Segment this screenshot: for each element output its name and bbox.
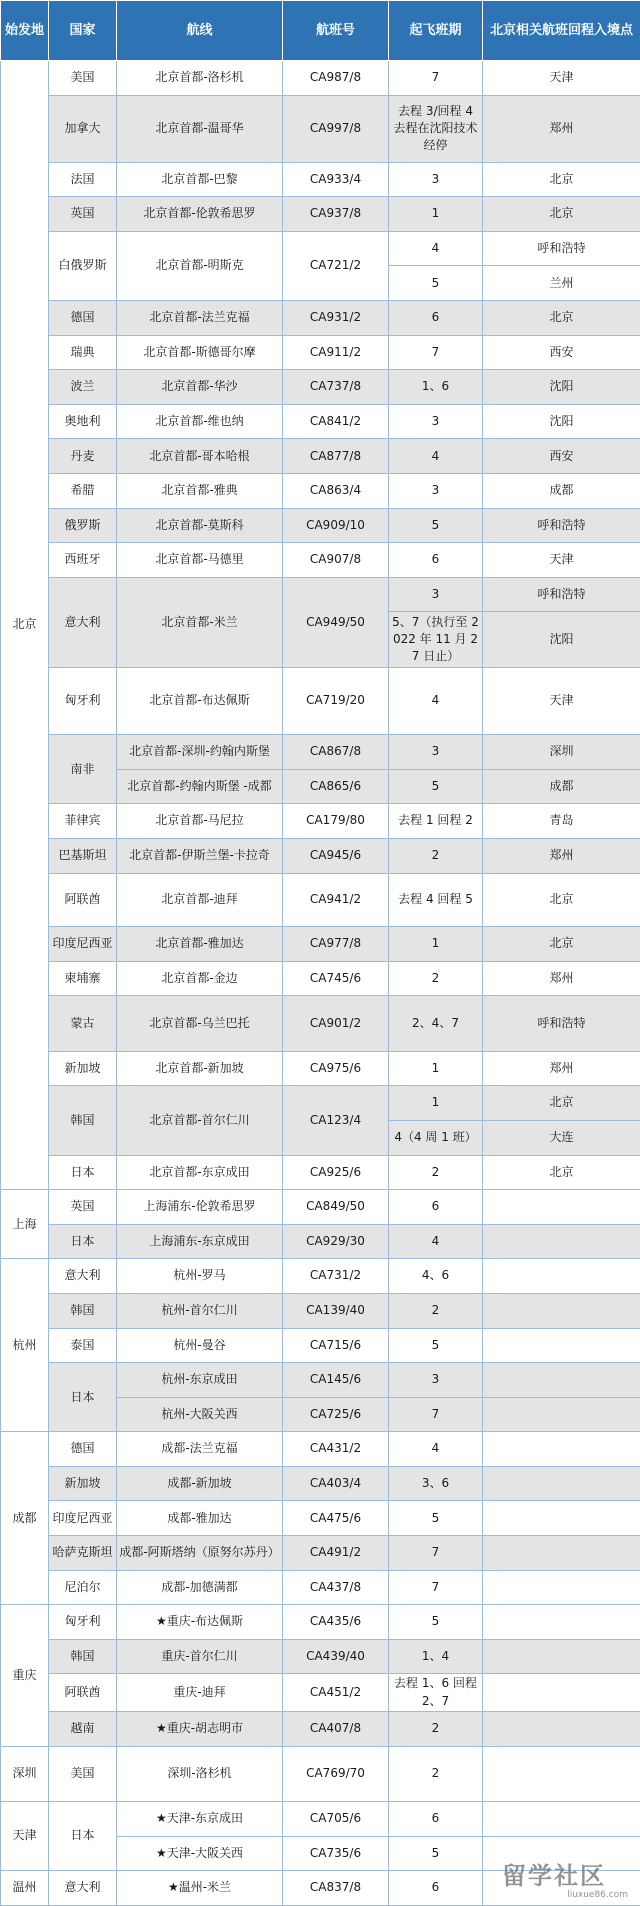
entry-point-cell: 成都: [483, 769, 640, 804]
country-cell: 意大利: [49, 1259, 117, 1294]
country-cell: 新加坡: [49, 1466, 117, 1501]
table-row: [1, 1871, 640, 1906]
schedule-cell: 5、7（执行至 2022 年 11 月 27 日止）: [389, 612, 483, 668]
route-cell: 成都-法兰克福: [117, 1432, 283, 1467]
entry-point-cell: [483, 1328, 640, 1363]
schedule-cell: 1: [389, 1051, 483, 1086]
schedule-cell: 2: [389, 1746, 483, 1802]
route-cell: 杭州-首尔仁川: [117, 1293, 283, 1328]
flight-number-cell: CA941/2: [283, 873, 389, 926]
entry-point-cell: 成都: [483, 474, 640, 509]
schedule-cell: 5: [389, 1328, 483, 1363]
country-cell: 奥地利: [49, 404, 117, 439]
schedule-cell: 7: [389, 1397, 483, 1432]
flight-number-cell: CA179/80: [283, 804, 389, 839]
schedule-cell: 5: [389, 1605, 483, 1640]
table-row: [1, 1501, 640, 1536]
route-cell: 成都-阿斯塔纳（原努尔苏丹）: [117, 1536, 283, 1571]
route-cell: 北京首都-马尼拉: [117, 804, 283, 839]
table-row: [1, 1466, 640, 1501]
flight-number-cell: CA909/10: [283, 508, 389, 543]
header-row: [1, 1, 640, 61]
table-row: [1, 838, 640, 873]
country-cell: 波兰: [49, 370, 117, 405]
table-row: [1, 439, 640, 474]
route-cell: 成都-加德满都: [117, 1570, 283, 1605]
entry-point-cell: 青岛: [483, 804, 640, 839]
country-cell: 西班牙: [49, 543, 117, 578]
entry-point-cell: [483, 1501, 640, 1536]
watermark-title: 留学社区: [502, 1862, 606, 1890]
flight-number-cell: CA145/6: [283, 1363, 389, 1398]
entry-point-cell: 北京: [483, 1086, 640, 1121]
entry-point-cell: [483, 1639, 640, 1674]
country-cell: 德国: [49, 1432, 117, 1467]
table-row: [1, 1293, 640, 1328]
entry-point-cell: 北京: [483, 301, 640, 336]
country-cell: 日本: [49, 1363, 117, 1432]
origin-cell: 重庆: [1, 1605, 49, 1746]
flight-number-cell: CA901/2: [283, 996, 389, 1052]
table-row: [1, 735, 640, 770]
route-cell: 北京首都-金边: [117, 961, 283, 996]
header-schedule: 起飞班期: [389, 1, 483, 61]
header-route: 航线: [117, 1, 283, 61]
country-cell: 匈牙利: [49, 1605, 117, 1640]
entry-point-cell: [483, 1224, 640, 1259]
schedule-cell: 去程 4 回程 5: [389, 873, 483, 926]
header-origin: 始发地: [1, 1, 49, 61]
entry-point-cell: [483, 1570, 640, 1605]
flight-number-cell: CA735/6: [283, 1836, 389, 1871]
schedule-cell: 4、6: [389, 1259, 483, 1294]
schedule-cell: 6: [389, 1871, 483, 1906]
table-row: [1, 1363, 640, 1398]
entry-point-cell: [483, 1802, 640, 1837]
entry-point-cell: 天津: [483, 668, 640, 735]
table-row: [1, 197, 640, 232]
flight-number-cell: CA737/8: [283, 370, 389, 405]
schedule-cell: 7: [389, 1570, 483, 1605]
table-row: [1, 1051, 640, 1086]
entry-point-cell: [483, 1836, 640, 1871]
country-cell: 法国: [49, 162, 117, 197]
table-row: [1, 301, 640, 336]
schedule-cell: 1: [389, 1086, 483, 1121]
origin-cell: 上海: [1, 1190, 49, 1259]
header-entry-point: 北京相关航班回程入境点: [483, 1, 640, 61]
table-row: [1, 1155, 640, 1190]
entry-point-cell: [483, 1711, 640, 1746]
route-cell: 杭州-曼谷: [117, 1328, 283, 1363]
route-cell: 北京首都-约翰内斯堡 -成都: [117, 769, 283, 804]
flight-number-cell: CA403/4: [283, 1466, 389, 1501]
table-row: [1, 95, 640, 162]
schedule-cell: 6: [389, 543, 483, 578]
country-cell: 日本: [49, 1155, 117, 1190]
flight-number-cell: CA929/30: [283, 1224, 389, 1259]
entry-point-cell: [483, 1871, 640, 1906]
route-cell: 北京首都-马德里: [117, 543, 283, 578]
schedule-cell: 3、6: [389, 1466, 483, 1501]
route-cell: ★重庆-胡志明市: [117, 1711, 283, 1746]
entry-point-cell: [483, 1190, 640, 1225]
table-row: [1, 1259, 640, 1294]
entry-point-cell: [483, 1363, 640, 1398]
flight-number-cell: CA705/6: [283, 1802, 389, 1837]
country-cell: 泰国: [49, 1328, 117, 1363]
route-cell: 北京首都-斯德哥尔摩: [117, 335, 283, 370]
flight-number-cell: CA769/70: [283, 1746, 389, 1802]
entry-point-cell: 郑州: [483, 961, 640, 996]
schedule-cell: 6: [389, 1802, 483, 1837]
entry-point-cell: [483, 1432, 640, 1467]
schedule-cell: 3: [389, 735, 483, 770]
table-row: [1, 1639, 640, 1674]
entry-point-cell: [483, 1536, 640, 1571]
country-cell: 丹麦: [49, 439, 117, 474]
entry-point-cell: 西安: [483, 439, 640, 474]
country-cell: 匈牙利: [49, 668, 117, 735]
flight-number-cell: CA997/8: [283, 95, 389, 162]
entry-point-cell: 郑州: [483, 838, 640, 873]
flight-number-cell: CA837/8: [283, 1871, 389, 1906]
entry-point-cell: 北京: [483, 927, 640, 962]
country-cell: 美国: [49, 61, 117, 96]
country-cell: 韩国: [49, 1293, 117, 1328]
table-row: [1, 804, 640, 839]
flight-number-cell: CA715/6: [283, 1328, 389, 1363]
schedule-cell: 5: [389, 266, 483, 301]
entry-point-cell: 呼和浩特: [483, 508, 640, 543]
flight-number-cell: CA139/40: [283, 1293, 389, 1328]
route-cell: 北京首都-雅典: [117, 474, 283, 509]
flight-number-cell: CA731/2: [283, 1259, 389, 1294]
entry-point-cell: [483, 1259, 640, 1294]
entry-point-cell: 兰州: [483, 266, 640, 301]
origin-cell: 天津: [1, 1802, 49, 1871]
table-row: [1, 1190, 640, 1225]
table-row: [1, 1570, 640, 1605]
route-cell: ★天津-大阪关西: [117, 1836, 283, 1871]
flight-number-cell: CA123/4: [283, 1086, 389, 1155]
schedule-cell: 3: [389, 577, 483, 612]
schedule-cell: 1、6: [389, 370, 483, 405]
schedule-cell: 7: [389, 1536, 483, 1571]
flight-number-cell: CA987/8: [283, 61, 389, 96]
origin-cell: 北京: [1, 61, 49, 1190]
route-cell: 北京首都-维也纳: [117, 404, 283, 439]
schedule-cell: 6: [389, 1190, 483, 1225]
route-cell: 重庆-迪拜: [117, 1674, 283, 1712]
flight-number-cell: CA439/40: [283, 1639, 389, 1674]
country-cell: 俄罗斯: [49, 508, 117, 543]
entry-point-cell: 呼和浩特: [483, 231, 640, 266]
schedule-cell: 5: [389, 1501, 483, 1536]
schedule-cell: 5: [389, 508, 483, 543]
route-cell: 北京首都-巴黎: [117, 162, 283, 197]
schedule-cell: 4: [389, 1432, 483, 1467]
schedule-cell: 6: [389, 301, 483, 336]
flight-number-cell: CA949/50: [283, 577, 389, 667]
table-row: [1, 927, 640, 962]
country-cell: 英国: [49, 197, 117, 232]
flight-number-cell: CA721/2: [283, 231, 389, 300]
country-cell: 加拿大: [49, 95, 117, 162]
flight-number-cell: CA975/6: [283, 1051, 389, 1086]
table-row: [1, 1605, 640, 1640]
schedule-cell: 1、4: [389, 1639, 483, 1674]
route-cell: 北京首都-迪拜: [117, 873, 283, 926]
schedule-cell: 5: [389, 1836, 483, 1871]
schedule-cell: 3: [389, 1363, 483, 1398]
schedule-cell: 5: [389, 769, 483, 804]
entry-point-cell: 沈阳: [483, 370, 640, 405]
route-cell: 上海浦东-伦敦希思罗: [117, 1190, 283, 1225]
country-cell: 英国: [49, 1190, 117, 1225]
country-cell: 新加坡: [49, 1051, 117, 1086]
table-row: [1, 1224, 640, 1259]
flight-number-cell: CA719/20: [283, 668, 389, 735]
route-cell: 北京首都-深圳-约翰内斯堡: [117, 735, 283, 770]
schedule-cell: 2: [389, 1293, 483, 1328]
country-cell: 印度尼西亚: [49, 927, 117, 962]
country-cell: 印度尼西亚: [49, 1501, 117, 1536]
origin-cell: 温州: [1, 1871, 49, 1906]
flight-number-cell: CA925/6: [283, 1155, 389, 1190]
schedule-cell: 3: [389, 404, 483, 439]
country-cell: 阿联酋: [49, 873, 117, 926]
country-cell: 尼泊尔: [49, 1570, 117, 1605]
country-cell: 柬埔寨: [49, 961, 117, 996]
table-row: [1, 961, 640, 996]
table-row: [1, 668, 640, 735]
schedule-cell: 2: [389, 961, 483, 996]
entry-point-cell: [483, 1605, 640, 1640]
header-country: 国家: [49, 1, 117, 61]
route-cell: 北京首都-华沙: [117, 370, 283, 405]
entry-point-cell: [483, 1397, 640, 1432]
route-cell: 北京首都-米兰: [117, 577, 283, 667]
country-cell: 瑞典: [49, 335, 117, 370]
schedule-cell: 去程 3/回程 4 去程在沈阳技术经停: [389, 95, 483, 162]
flight-number-cell: CA491/2: [283, 1536, 389, 1571]
flight-number-cell: CA911/2: [283, 335, 389, 370]
country-cell: 菲律宾: [49, 804, 117, 839]
flight-number-cell: CA865/6: [283, 769, 389, 804]
route-cell: 北京首都-乌兰巴托: [117, 996, 283, 1052]
table-row: [1, 162, 640, 197]
entry-point-cell: [483, 1674, 640, 1712]
country-cell: 日本: [49, 1224, 117, 1259]
entry-point-cell: 郑州: [483, 95, 640, 162]
country-cell: 南非: [49, 735, 117, 804]
route-cell: 北京首都-首尔仁川: [117, 1086, 283, 1155]
country-cell: 意大利: [49, 1871, 117, 1906]
route-cell: 北京首都-洛杉机: [117, 61, 283, 96]
flight-number-cell: CA431/2: [283, 1432, 389, 1467]
table-row: [1, 577, 640, 612]
flight-number-cell: CA945/6: [283, 838, 389, 873]
route-cell: 北京首都-雅加达: [117, 927, 283, 962]
route-cell: 北京首都-莫斯科: [117, 508, 283, 543]
origin-cell: 成都: [1, 1432, 49, 1605]
table-row: [1, 474, 640, 509]
entry-point-cell: 呼和浩特: [483, 996, 640, 1052]
flight-number-cell: CA451/2: [283, 1674, 389, 1712]
route-cell: 北京首都-法兰克福: [117, 301, 283, 336]
entry-point-cell: 沈阳: [483, 404, 640, 439]
route-cell: 成都-新加坡: [117, 1466, 283, 1501]
schedule-cell: 7: [389, 335, 483, 370]
flight-number-cell: CA877/8: [283, 439, 389, 474]
flight-number-cell: CA841/2: [283, 404, 389, 439]
entry-point-cell: [483, 1293, 640, 1328]
flight-number-cell: CA863/4: [283, 474, 389, 509]
origin-cell: 深圳: [1, 1746, 49, 1802]
table-row: [1, 1432, 640, 1467]
table-row: [1, 370, 640, 405]
table-row: [1, 335, 640, 370]
route-cell: 北京首都-东京成田: [117, 1155, 283, 1190]
table-row: [1, 1674, 640, 1712]
schedule-cell: 2: [389, 1155, 483, 1190]
entry-point-cell: 西安: [483, 335, 640, 370]
entry-point-cell: 沈阳: [483, 612, 640, 668]
entry-point-cell: 北京: [483, 1155, 640, 1190]
flight-number-cell: CA437/8: [283, 1570, 389, 1605]
entry-point-cell: 大连: [483, 1120, 640, 1155]
schedule-cell: 1: [389, 197, 483, 232]
schedule-cell: 4: [389, 439, 483, 474]
table-row: [1, 1802, 640, 1837]
country-cell: 德国: [49, 301, 117, 336]
table-row: [1, 996, 640, 1052]
country-cell: 哈萨克斯坦: [49, 1536, 117, 1571]
table-row: [1, 543, 640, 578]
schedule-cell: 4: [389, 668, 483, 735]
schedule-cell: 去程 1 回程 2: [389, 804, 483, 839]
country-cell: 美国: [49, 1746, 117, 1802]
entry-point-cell: 北京: [483, 162, 640, 197]
table-row: [1, 1328, 640, 1363]
country-cell: 阿联酋: [49, 1674, 117, 1712]
table-row: [1, 404, 640, 439]
schedule-cell: 3: [389, 162, 483, 197]
flight-number-cell: CA475/6: [283, 1501, 389, 1536]
entry-point-cell: 郑州: [483, 1051, 640, 1086]
route-cell: ★温州-米兰: [117, 1871, 283, 1906]
route-cell: 重庆-首尔仁川: [117, 1639, 283, 1674]
entry-point-cell: 呼和浩特: [483, 577, 640, 612]
country-cell: 白俄罗斯: [49, 231, 117, 300]
flight-number-cell: CA407/8: [283, 1711, 389, 1746]
table-row: [1, 508, 640, 543]
flight-number-cell: CA745/6: [283, 961, 389, 996]
entry-point-cell: 北京: [483, 873, 640, 926]
flight-number-cell: CA867/8: [283, 735, 389, 770]
flight-number-cell: CA435/6: [283, 1605, 389, 1640]
route-cell: 北京首都-明斯克: [117, 231, 283, 300]
schedule-cell: 7: [389, 61, 483, 96]
country-cell: 韩国: [49, 1639, 117, 1674]
schedule-cell: 1: [389, 927, 483, 962]
table-row: [1, 1711, 640, 1746]
entry-point-cell: [483, 1466, 640, 1501]
flight-number-cell: CA933/4: [283, 162, 389, 197]
flight-number-cell: CA849/50: [283, 1190, 389, 1225]
country-cell: 意大利: [49, 577, 117, 667]
route-cell: 北京首都-新加坡: [117, 1051, 283, 1086]
route-cell: 北京首都-温哥华: [117, 95, 283, 162]
table-row: [1, 873, 640, 926]
schedule-cell: 2: [389, 838, 483, 873]
route-cell: ★重庆-布达佩斯: [117, 1605, 283, 1640]
route-cell: 北京首都-布达佩斯: [117, 668, 283, 735]
route-cell: 北京首都-伊斯兰堡-卡拉奇: [117, 838, 283, 873]
entry-point-cell: [483, 1746, 640, 1802]
flight-number-cell: CA725/6: [283, 1397, 389, 1432]
table-row: [1, 1536, 640, 1571]
schedule-cell: 2、4、7: [389, 996, 483, 1052]
country-cell: 韩国: [49, 1086, 117, 1155]
schedule-cell: 2: [389, 1711, 483, 1746]
country-cell: 越南: [49, 1711, 117, 1746]
route-cell: 深圳-洛杉机: [117, 1746, 283, 1802]
country-cell: 蒙古: [49, 996, 117, 1052]
country-cell: 巴基斯坦: [49, 838, 117, 873]
entry-point-cell: 天津: [483, 543, 640, 578]
route-cell: 成都-雅加达: [117, 1501, 283, 1536]
header-flight-number: 航班号: [283, 1, 389, 61]
table-row: [1, 61, 640, 96]
schedule-cell: 4: [389, 231, 483, 266]
watermark-url: liuxue86.com: [567, 1890, 628, 1900]
route-cell: 北京首都-哥本哈根: [117, 439, 283, 474]
schedule-cell: 4: [389, 1224, 483, 1259]
country-cell: 希腊: [49, 474, 117, 509]
origin-cell: 杭州: [1, 1259, 49, 1432]
schedule-cell: 去程 1、6 回程 2、7: [389, 1674, 483, 1712]
table-row: [1, 1746, 640, 1802]
route-cell: 杭州-大阪关西: [117, 1397, 283, 1432]
schedule-cell: 4（4 周 1 班）: [389, 1120, 483, 1155]
flight-number-cell: CA937/8: [283, 197, 389, 232]
table-row: [1, 231, 640, 266]
route-cell: 杭州-罗马: [117, 1259, 283, 1294]
flight-number-cell: CA977/8: [283, 927, 389, 962]
entry-point-cell: 天津: [483, 61, 640, 96]
entry-point-cell: 深圳: [483, 735, 640, 770]
route-cell: 上海浦东-东京成田: [117, 1224, 283, 1259]
table-row: [1, 1086, 640, 1121]
schedule-cell: 3: [389, 474, 483, 509]
route-cell: 北京首都-伦敦希思罗: [117, 197, 283, 232]
route-cell: ★天津-东京成田: [117, 1802, 283, 1837]
flight-number-cell: CA907/8: [283, 543, 389, 578]
entry-point-cell: 北京: [483, 197, 640, 232]
flight-number-cell: CA931/2: [283, 301, 389, 336]
country-cell: 日本: [49, 1802, 117, 1871]
route-cell: 杭州-东京成田: [117, 1363, 283, 1398]
